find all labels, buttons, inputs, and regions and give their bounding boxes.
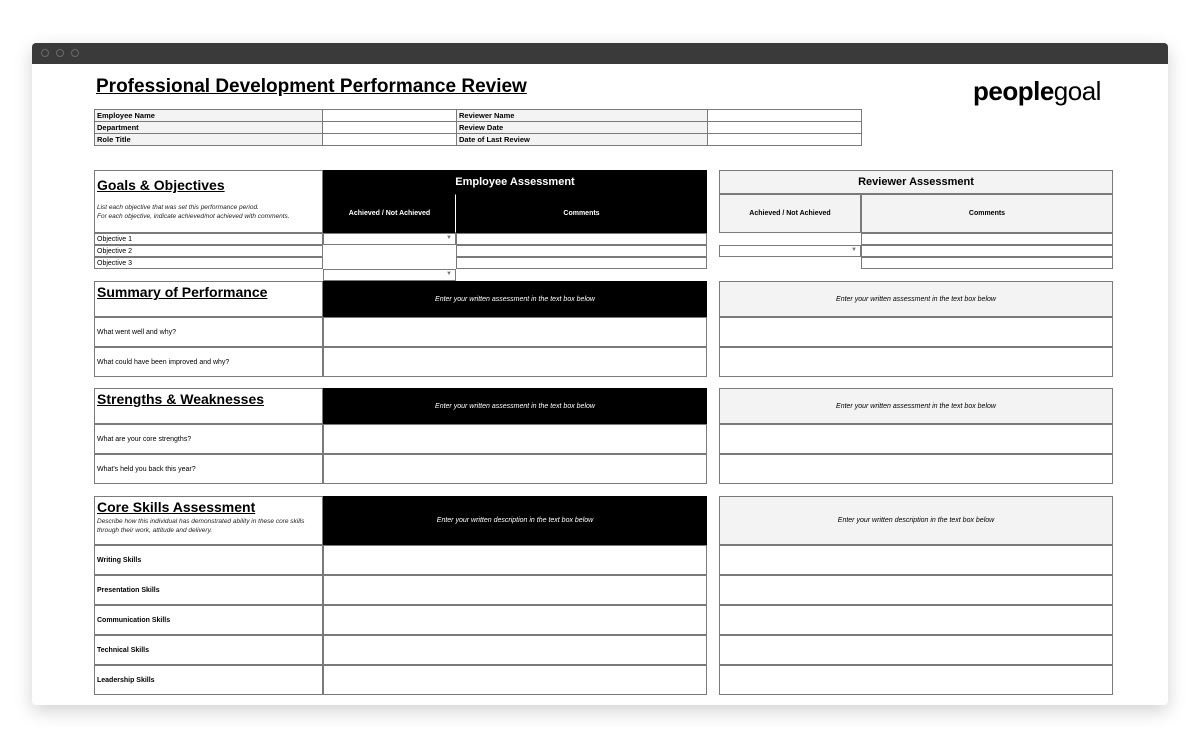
- employee-summary-textbox[interactable]: [323, 317, 707, 347]
- strengths-section-header: [94, 388, 323, 424]
- reviewer-achieved-dropdown[interactable]: [719, 245, 861, 257]
- employee-summary-textbox[interactable]: [323, 347, 707, 377]
- skill-label: Leadership Skills: [94, 665, 323, 695]
- summary-question: What went well and why?: [94, 317, 323, 347]
- caret-down-icon[interactable]: ▼: [446, 271, 452, 277]
- reviewer-name-input[interactable]: [708, 110, 862, 122]
- review-date-input[interactable]: [708, 122, 862, 134]
- summary-title: Summary of Performance: [97, 284, 268, 300]
- skills-description: Describe how this individual has demonstrated ability in these core skills through their work, attitude and delivery.: [97, 518, 305, 534]
- employee-comment-input[interactable]: [456, 257, 707, 269]
- skill-label: Presentation Skills: [94, 575, 323, 605]
- employee-skill-textbox[interactable]: [323, 605, 707, 635]
- objective-label: Objective 1: [94, 233, 323, 245]
- employee-name-label: Employee Name: [95, 110, 323, 122]
- skill-label: Communication Skills: [94, 605, 323, 635]
- strengths-question: What are your core strengths?: [94, 424, 323, 454]
- reviewer-summary-textbox[interactable]: [719, 347, 1113, 377]
- skills-title: Core Skills Assessment: [97, 499, 256, 515]
- skills-section-header: [94, 496, 323, 545]
- goals-section-header: [94, 170, 323, 233]
- goals-description: [95, 193, 322, 221]
- goals-description-line: For each objective, indicate achieved/not achieved with comments.: [97, 213, 290, 220]
- employee-comment-input[interactable]: [456, 233, 707, 245]
- employee-comments-header: Comments: [456, 194, 707, 233]
- table-row: [95, 110, 862, 122]
- reviewer-skill-textbox[interactable]: [719, 665, 1113, 695]
- reviewer-comment-input[interactable]: [861, 245, 1113, 257]
- reviewer-summary-textbox[interactable]: [719, 317, 1113, 347]
- skill-label: Writing Skills: [94, 545, 323, 575]
- reviewer-skill-textbox[interactable]: [719, 545, 1113, 575]
- reviewer-skill-textbox[interactable]: [719, 605, 1113, 635]
- skill-label: Technical Skills: [94, 635, 323, 665]
- browser-window: [32, 43, 1168, 705]
- close-window-icon[interactable]: [41, 49, 49, 57]
- reviewer-comment-input[interactable]: [861, 233, 1113, 245]
- employee-skill-textbox[interactable]: [323, 545, 707, 575]
- reviewer-summary-prompt: Enter your written assessment in the text box below: [719, 281, 1113, 317]
- objective-label: Objective 3: [94, 257, 323, 269]
- review-date-label: Review Date: [457, 122, 708, 134]
- reviewer-name-label: Reviewer Name: [457, 110, 708, 122]
- spreadsheet-content: [32, 64, 1168, 705]
- role-title-input[interactable]: [323, 134, 457, 146]
- reviewer-comment-input[interactable]: [861, 257, 1113, 269]
- table-row: [95, 122, 862, 134]
- department-label: Department: [95, 122, 323, 134]
- reviewer-strengths-textbox[interactable]: [719, 454, 1113, 484]
- caret-down-icon[interactable]: ▼: [851, 247, 857, 253]
- goals-title: Goals & Objectives: [97, 177, 225, 193]
- table-row: [95, 134, 862, 146]
- reviewer-assessment-header: Reviewer Assessment: [719, 170, 1113, 194]
- role-title-label: Role Title: [95, 134, 323, 146]
- caret-down-icon[interactable]: ▼: [446, 235, 452, 241]
- employee-achieved-header: Achieved / Not Achieved: [323, 194, 456, 233]
- employee-skill-textbox[interactable]: [323, 635, 707, 665]
- objective-label: Objective 2: [94, 245, 323, 257]
- summary-section-header: [94, 281, 323, 317]
- employee-summary-prompt: Enter your written assessment in the text box below: [323, 281, 707, 317]
- summary-question: What could have been improved and why?: [94, 347, 323, 377]
- logo-bold-text: people: [973, 76, 1054, 106]
- employee-strengths-prompt: Enter your written assessment in the text box below: [323, 388, 707, 424]
- page-title: Professional Development Performance Review: [96, 76, 527, 97]
- reviewer-strengths-textbox[interactable]: [719, 424, 1113, 454]
- last-review-input[interactable]: [708, 134, 862, 146]
- employee-name-input[interactable]: [323, 110, 457, 122]
- minimize-window-icon[interactable]: [56, 49, 64, 57]
- employee-strengths-textbox[interactable]: [323, 424, 707, 454]
- employee-achieved-dropdown[interactable]: [323, 233, 456, 245]
- reviewer-skills-prompt: Enter your written description in the text box below: [719, 496, 1113, 545]
- department-input[interactable]: [323, 122, 457, 134]
- employee-skill-textbox[interactable]: [323, 665, 707, 695]
- maximize-window-icon[interactable]: [71, 49, 79, 57]
- employee-comment-input[interactable]: [456, 245, 707, 257]
- employee-skill-textbox[interactable]: [323, 575, 707, 605]
- reviewer-strengths-prompt: Enter your written assessment in the text box below: [719, 388, 1113, 424]
- reviewer-achieved-header: Achieved / Not Achieved: [719, 194, 861, 233]
- employee-strengths-textbox[interactable]: [323, 454, 707, 484]
- strengths-question: What's held you back this year?: [94, 454, 323, 484]
- peoplegoal-logo: [973, 76, 1101, 107]
- logo-light-text: goal: [1053, 76, 1101, 106]
- reviewer-skill-textbox[interactable]: [719, 635, 1113, 665]
- strengths-title: Strengths & Weaknesses: [97, 391, 265, 407]
- employee-skills-prompt: Enter your written description in the text box below: [323, 496, 707, 545]
- reviewer-skill-textbox[interactable]: [719, 575, 1113, 605]
- window-titlebar: [32, 43, 1168, 64]
- reviewer-comments-header: Comments: [861, 194, 1113, 233]
- last-review-label: Date of Last Review: [457, 134, 708, 146]
- employee-achieved-dropdown[interactable]: [323, 269, 456, 281]
- employee-assessment-header: Employee Assessment: [323, 170, 707, 194]
- goals-description-line: List each objective that was set this performance period.: [97, 204, 259, 211]
- employee-info-table: [94, 109, 862, 146]
